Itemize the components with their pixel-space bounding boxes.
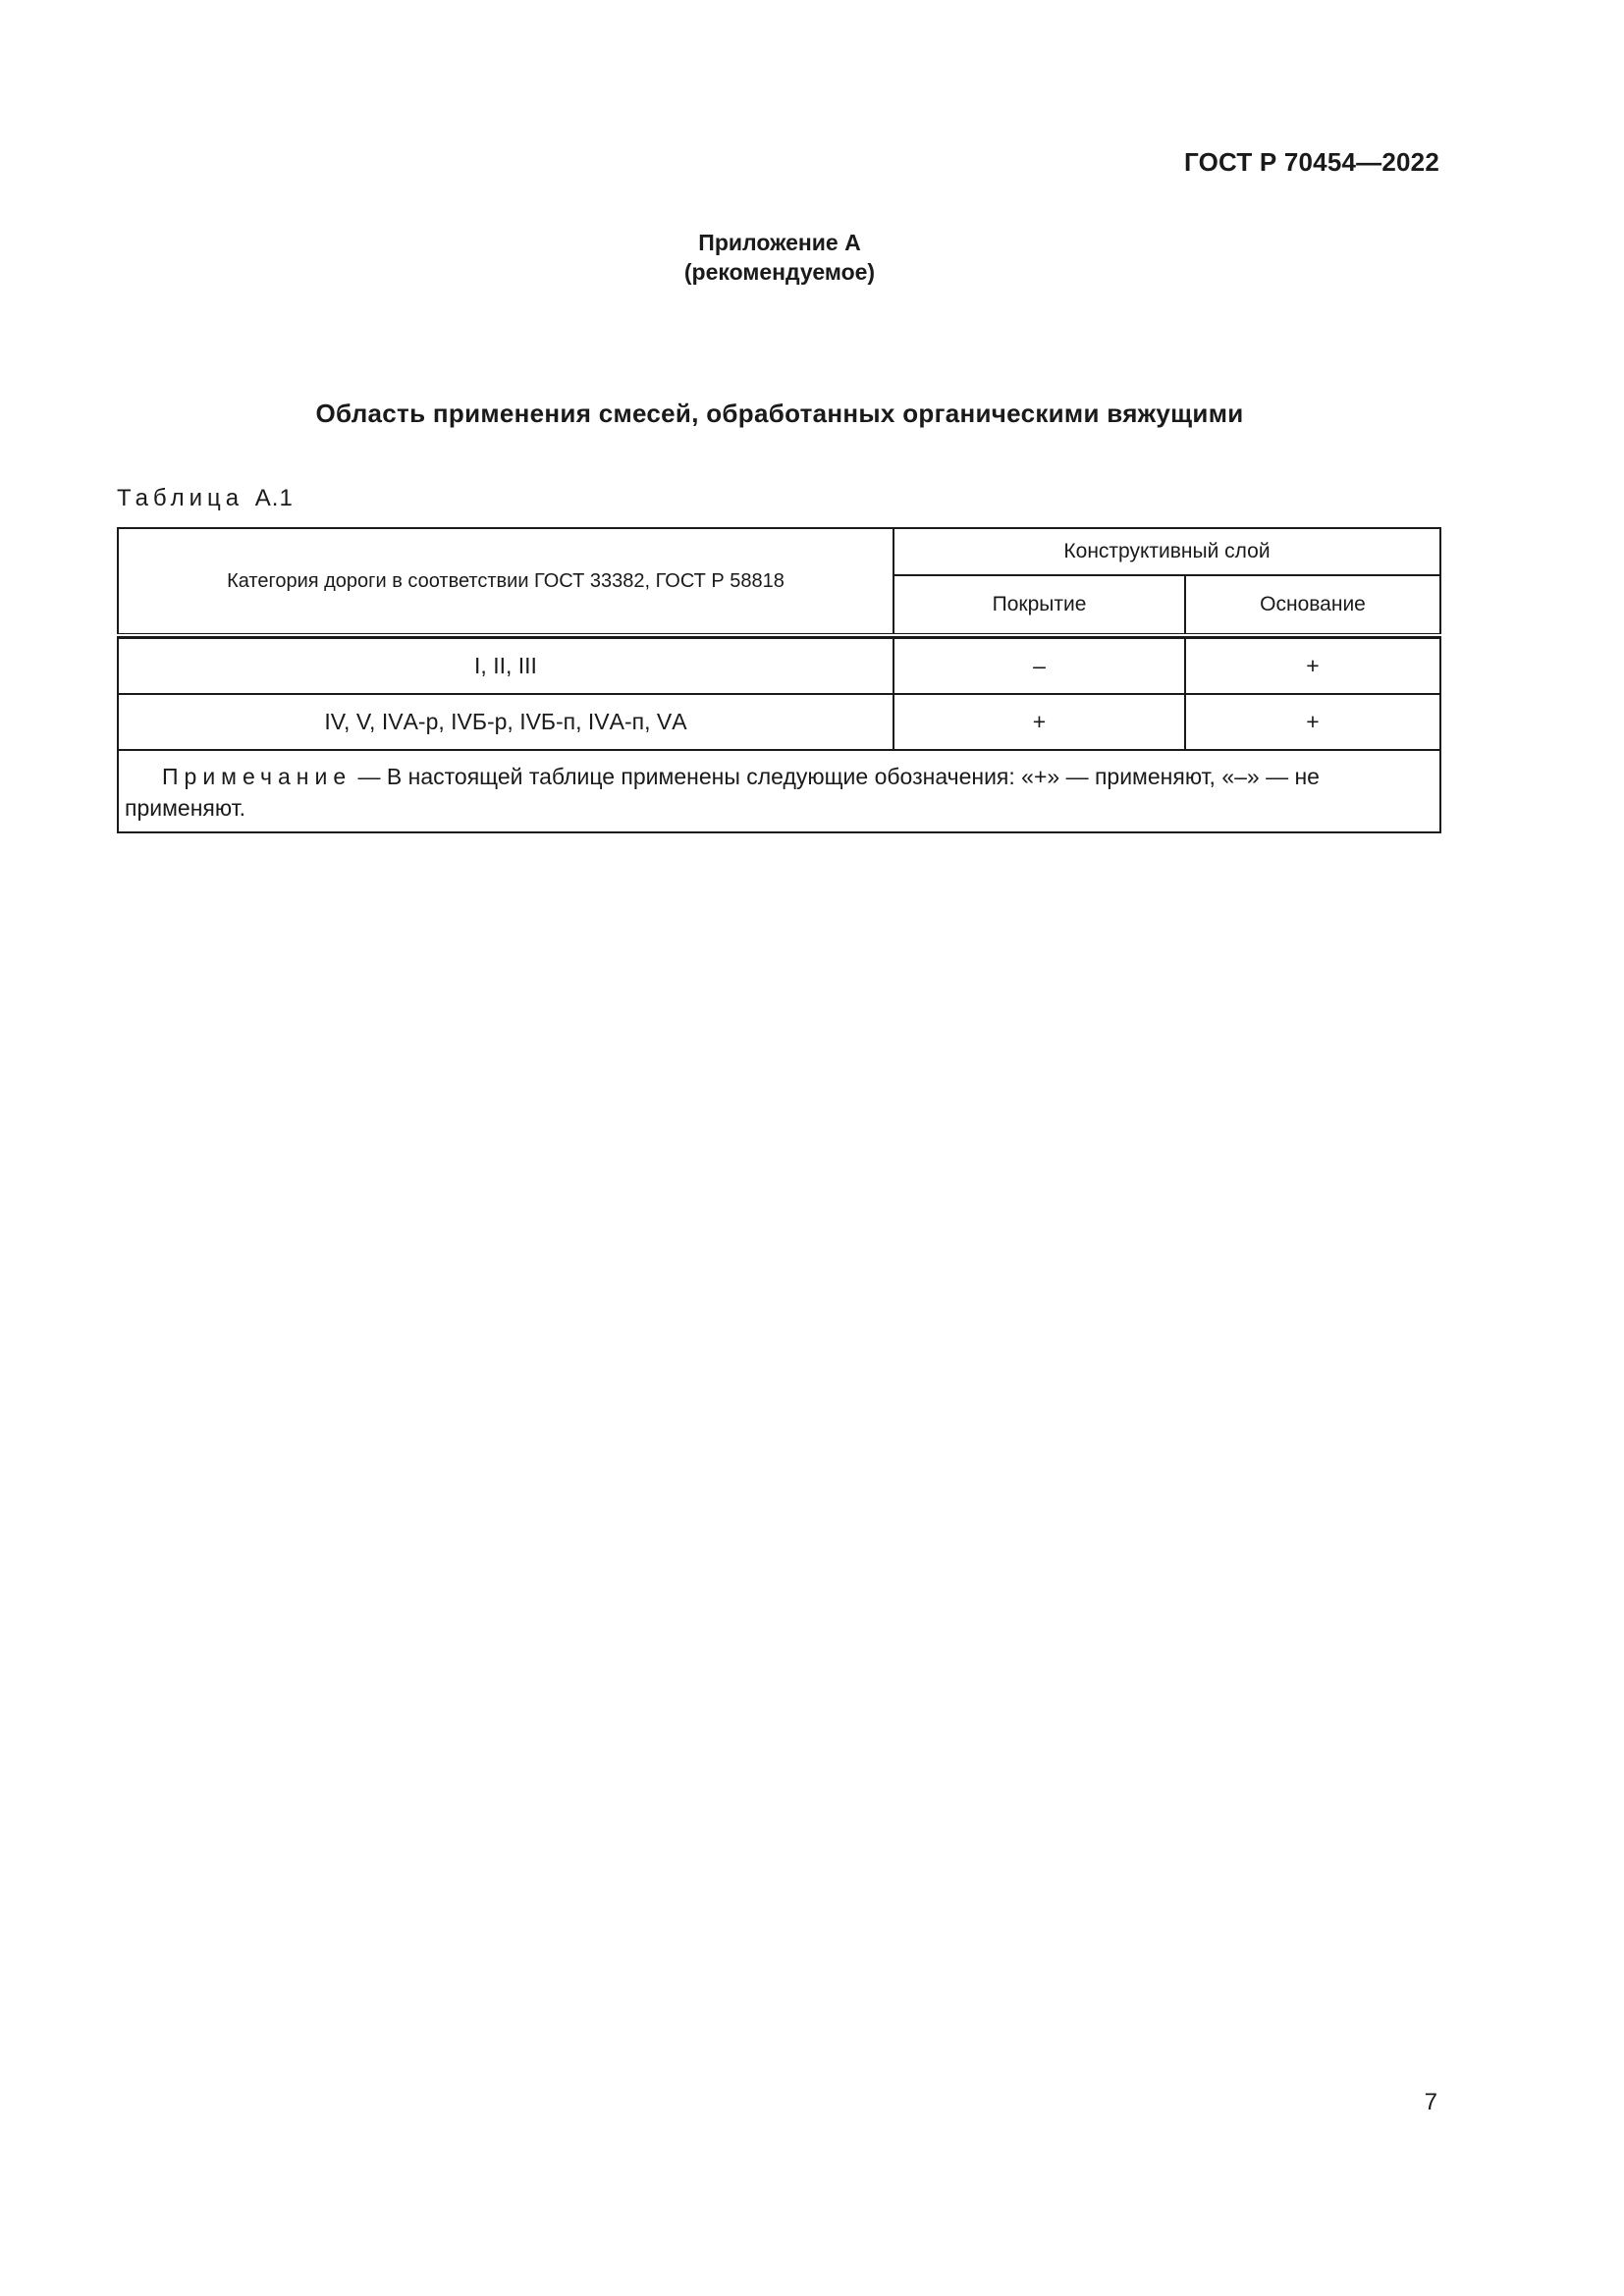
- table-note-row: [118, 750, 1440, 832]
- appendix-status: (рекомендуемое): [683, 259, 876, 285]
- header-category: Категория дороги в соответствии ГОСТ 33382, ГОСТ Р 58818: [118, 528, 893, 635]
- table-row: [118, 638, 1440, 694]
- table-container: [117, 527, 1439, 833]
- row-category: IV, V, IVА-р, IVБ-р, IVБ-п, IVА-п, VА: [118, 694, 893, 750]
- table-note: [118, 750, 1440, 832]
- header-layer-group: Конструктивный слой: [893, 528, 1440, 575]
- table-caption-number: А.1: [254, 485, 294, 511]
- document-code: ГОСТ Р 70454—2022: [1184, 147, 1439, 177]
- note-text: — В настоящей таблице применены следующие обозначения: «+» — применяют, «–» — не применяют.: [125, 764, 1320, 821]
- row-coating-value: +: [893, 694, 1185, 750]
- header-coating: Покрытие: [893, 575, 1185, 635]
- table-header-row: [118, 528, 1440, 575]
- table-caption: [117, 485, 294, 512]
- table-caption-word: Таблица: [117, 485, 244, 511]
- table-row: [118, 694, 1440, 750]
- section-title: Область применения смесей, обработанных органическими вяжущими: [315, 399, 1244, 428]
- appendix-title: Приложение А: [698, 230, 861, 255]
- row-coating-value: –: [893, 638, 1185, 694]
- row-category: I, II, III: [118, 638, 893, 694]
- row-base-value: +: [1185, 694, 1440, 750]
- appendix-heading: [0, 228, 1559, 287]
- page-number: 7: [1424, 2089, 1437, 2115]
- data-table: [117, 527, 1441, 833]
- row-base-value: +: [1185, 638, 1440, 694]
- header-base: Основание: [1185, 575, 1440, 635]
- note-label: Примечание: [162, 764, 352, 789]
